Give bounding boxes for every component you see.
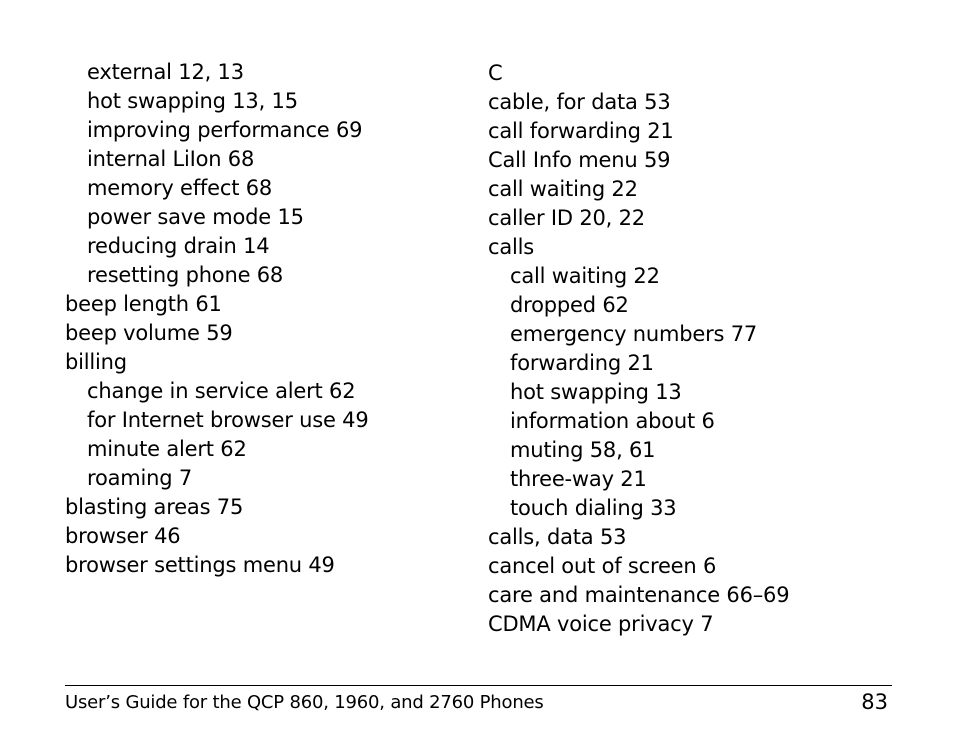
index-entry: calls, data 53 (488, 525, 627, 549)
index-column-left (65, 58, 465, 580)
index-entry: care and maintenance 66–69 (488, 583, 790, 607)
index-column-right (488, 58, 908, 639)
index-subentry: internal LiIon 68 (87, 147, 255, 171)
index-entry: cable, for data 53 (488, 90, 671, 114)
index-subentry: emergency numbers 77 (510, 322, 758, 346)
footer-divider (65, 685, 892, 686)
index-entry: browser settings menu 49 (65, 553, 335, 577)
index-entry: beep volume 59 (65, 321, 233, 345)
index-subentry: call waiting 22 (510, 264, 660, 288)
index-subentry: improving performance 69 (87, 118, 363, 142)
index-subentry: reducing drain 14 (87, 234, 270, 258)
index-subentry: muting 58, 61 (510, 438, 656, 462)
index-subentry: roaming 7 (87, 466, 193, 490)
index-subentry: information about 6 (510, 409, 715, 433)
index-entry: billing (65, 350, 127, 374)
index-subentry: resetting phone 68 (87, 263, 284, 287)
index-entry: Call Info menu 59 (488, 148, 671, 172)
index-subentry: for Internet browser use 49 (87, 408, 369, 432)
index-subentry: memory effect 68 (87, 176, 273, 200)
index-subentry: dropped 62 (510, 293, 629, 317)
index-letter-heading: C (488, 61, 503, 85)
index-entry: caller ID 20, 22 (488, 206, 645, 230)
index-entry: calls (488, 235, 535, 259)
index-subentry: forwarding 21 (510, 351, 654, 375)
index-entry: browser 46 (65, 524, 181, 548)
index-entry: cancel out of screen 6 (488, 554, 717, 578)
index-subentry: touch dialing 33 (510, 496, 677, 520)
index-subentry: power save mode 15 (87, 205, 304, 229)
index-entry: CDMA voice privacy 7 (488, 612, 714, 636)
index-subentry: minute alert 62 (87, 437, 247, 461)
index-subentry: hot swapping 13, 15 (87, 89, 298, 113)
page-number: 83 (861, 690, 888, 714)
footer-title: User’s Guide for the QCP 860, 1960, and 2760 Phones (65, 692, 544, 713)
index-entry: beep length 61 (65, 292, 222, 316)
index-subentry: external 12, 13 (87, 60, 244, 84)
index-entry: call forwarding 21 (488, 119, 674, 143)
index-subentry: three-way 21 (510, 467, 647, 491)
index-entry: call waiting 22 (488, 177, 638, 201)
index-entry: blasting areas 75 (65, 495, 244, 519)
index-subentry: change in service alert 62 (87, 379, 356, 403)
index-subentry: hot swapping 13 (510, 380, 682, 404)
